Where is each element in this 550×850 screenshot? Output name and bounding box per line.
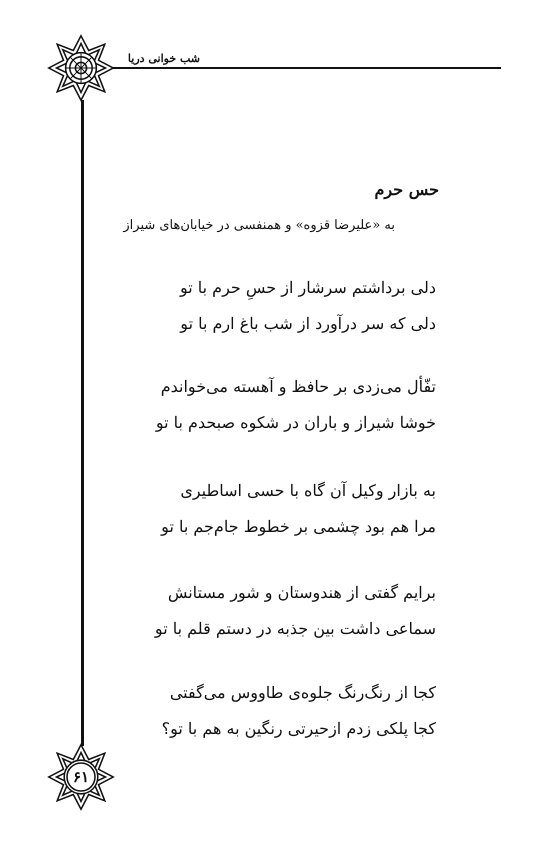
poem-title: حس حرم [374,180,439,199]
islamic-star-rosette-icon [46,33,116,103]
margin-rule [81,100,84,746]
verse-line: به بازار وکیل آن گاه با حسی اساطیری [180,481,436,500]
verse-line: کجا از رنگ‌رنگ جلوه‌ی طاووس می‌گفتی [169,683,436,702]
running-title: شب خوانی دریا [127,52,200,65]
header-rule [112,67,501,69]
page-number: ۶۱ [72,768,90,786]
verse-line: خوشا شیراز و باران در شکوه صبحدم با تو [155,413,436,432]
poem-dedication: به «علیرضا قزوه» و همنفسی در خیابان‌های شیراز [123,218,395,233]
verse-line: کجا پلکی زدم ازحیرتی رنگین به هم با تو؟ [161,719,436,738]
verse-line: سماعی داشت بین جذبه در دستم قلم با تو [154,619,436,638]
verse-line: مرا هم بود چشمی بر خطوط جام‌جم با تو [161,517,436,536]
verse-line: دلی که سر درآورد از شب باغ ارم با تو [180,314,436,333]
verse-line: دلی برداشتم سرشار از حس‌ِ حرم با تو [179,278,436,297]
verse-line: برایم گفتی از هندوستان و شور مستانش [167,583,436,602]
verse-line: تفّأل می‌زدی بر حافظ و آهسته می‌خواندم [160,377,436,396]
